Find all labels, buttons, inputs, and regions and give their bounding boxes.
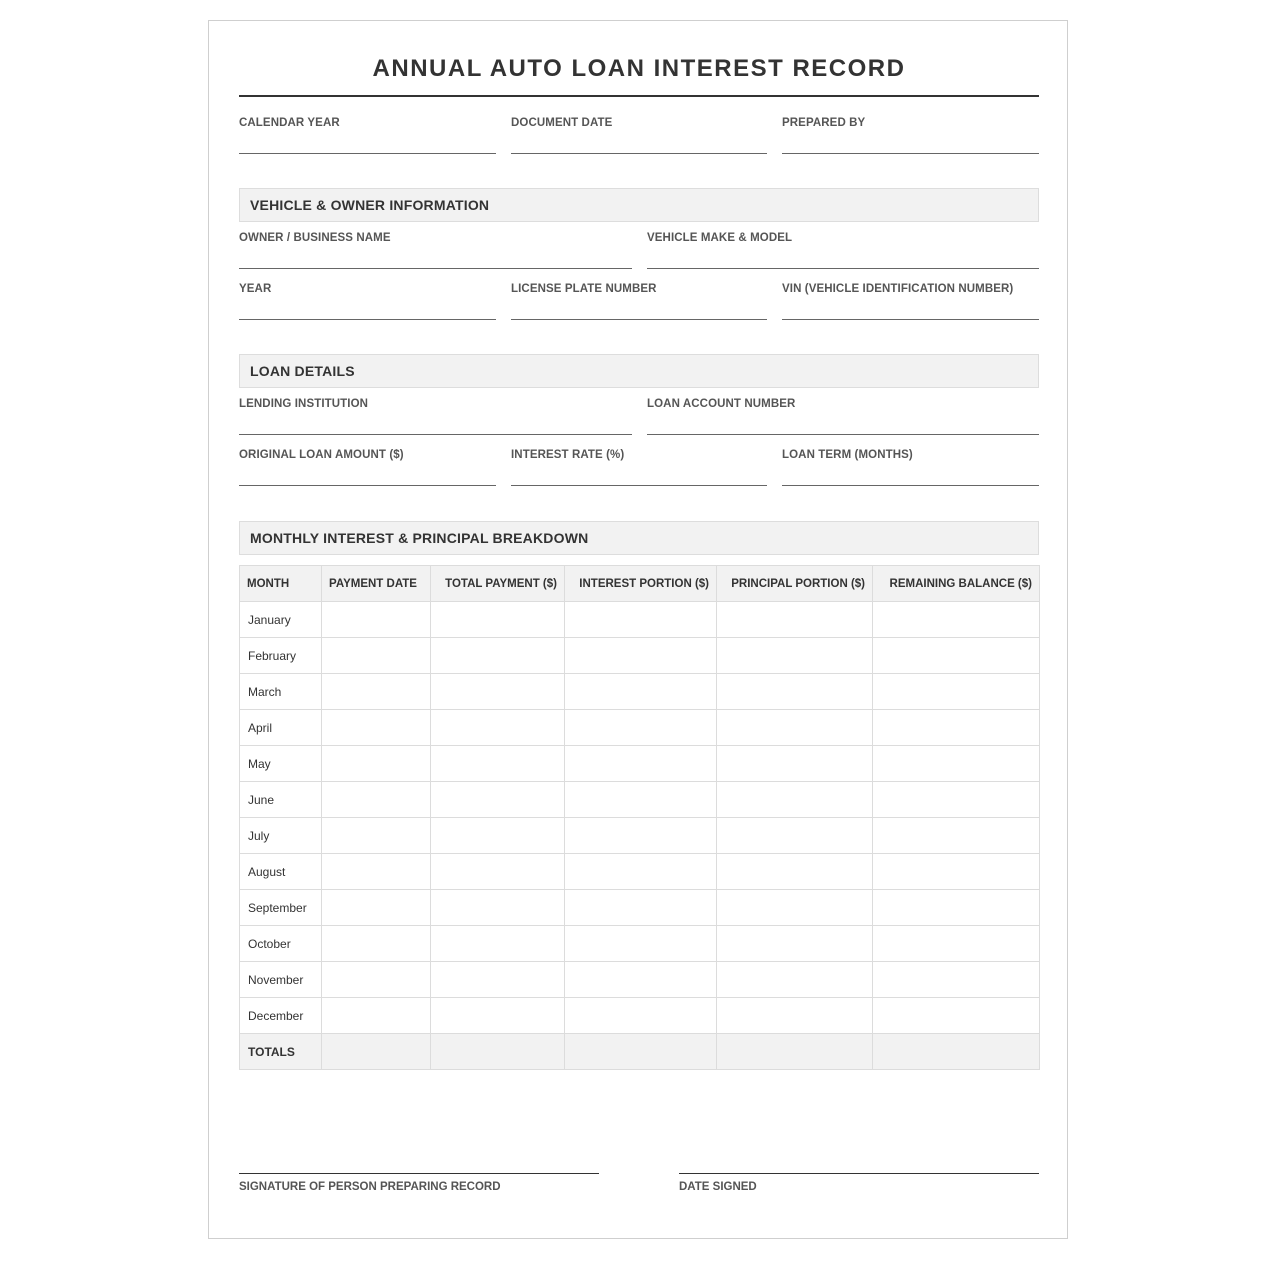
loan-term-field[interactable] [782,449,1039,489]
loan-details-section-title: LOAN DETAILS [250,363,355,379]
owner-name-label: OWNER / BUSINESS NAME [239,232,391,244]
make-model-field[interactable] [647,232,1039,272]
calendar-year-field[interactable] [239,117,496,157]
remaining-balance-cell[interactable] [873,602,1040,638]
table-row [240,818,1040,854]
original-amount-field[interactable] [239,449,496,489]
totals-label-cell: TOTALS [240,1034,322,1070]
principal-portion-cell[interactable] [717,782,873,818]
column-header-interest-portion: INTEREST PORTION ($) [565,566,717,602]
month-cell: March [240,674,322,710]
table-row [240,890,1040,926]
interest-portion-cell[interactable] [565,638,717,674]
loan-row-1 [239,398,1039,454]
breakdown-section-header [239,521,1039,555]
payment-date-cell[interactable] [322,890,431,926]
payment-date-cell[interactable] [322,782,431,818]
total-payment-cell[interactable] [431,638,565,674]
interest-portion-cell[interactable] [565,926,717,962]
vin-line[interactable] [782,319,1039,320]
preparer-signature-label: SIGNATURE OF PERSON PREPARING RECORD [239,1181,501,1193]
preparer-signature-line[interactable] [239,1173,599,1174]
remaining-balance-cell[interactable] [873,638,1040,674]
total-payment-cell[interactable] [431,926,565,962]
vehicle-row-1 [239,232,1039,288]
principal-portion-cell[interactable] [717,818,873,854]
license-plate-field[interactable] [511,283,767,323]
vehicle-owner-section-header [239,188,1039,222]
totals-principal-cell[interactable] [717,1034,873,1070]
interest-rate-label: INTEREST RATE (%) [511,449,625,461]
remaining-balance-cell[interactable] [873,710,1040,746]
title-divider [239,95,1039,97]
principal-portion-cell[interactable] [717,746,873,782]
preparer-signature-block[interactable] [239,1173,599,1193]
vehicle-year-field[interactable] [239,283,496,323]
principal-portion-cell[interactable] [717,854,873,890]
lending-institution-field[interactable] [239,398,632,438]
loan-account-label: LOAN ACCOUNT NUMBER [647,398,796,410]
total-payment-cell[interactable] [431,818,565,854]
interest-portion-cell[interactable] [565,998,717,1034]
table-row [240,782,1040,818]
table-row [240,746,1040,782]
table-row [240,638,1040,674]
original-amount-label: ORIGINAL LOAN AMOUNT ($) [239,449,404,461]
payment-date-cell[interactable] [322,926,431,962]
column-header-month: MONTH [240,566,322,602]
payment-date-cell[interactable] [322,818,431,854]
table-row [240,962,1040,998]
remaining-balance-cell[interactable] [873,782,1040,818]
table-row [240,602,1040,638]
interest-portion-cell[interactable] [565,818,717,854]
principal-portion-cell[interactable] [717,962,873,998]
table-body [240,602,1040,1070]
remaining-balance-cell[interactable] [873,998,1040,1034]
payment-date-cell[interactable] [322,638,431,674]
original-amount-line[interactable] [239,485,496,486]
interest-portion-cell[interactable] [565,710,717,746]
remaining-balance-cell[interactable] [873,674,1040,710]
make-model-label: VEHICLE MAKE & MODEL [647,232,793,244]
vin-field[interactable] [782,283,1039,323]
vehicle-year-label: YEAR [239,283,272,295]
header-fields-row [239,117,1039,173]
document-date-label: DOCUMENT DATE [511,117,613,129]
loan-term-label: LOAN TERM (MONTHS) [782,449,913,461]
loan-term-line[interactable] [782,485,1039,486]
principal-portion-cell[interactable] [717,926,873,962]
loan-row-2 [239,449,1039,505]
document-date-line[interactable] [511,153,767,154]
calendar-year-label: CALENDAR YEAR [239,117,340,129]
document-title: ANNUAL AUTO LOAN INTEREST RECORD [372,55,906,82]
date-signed-line[interactable] [679,1173,1039,1174]
totals-row [240,1034,1040,1070]
document-sheet [208,20,1068,1239]
payment-date-cell[interactable] [322,746,431,782]
month-cell: April [240,710,322,746]
interest-portion-cell[interactable] [565,674,717,710]
document-date-field[interactable] [511,117,767,157]
remaining-balance-cell[interactable] [873,890,1040,926]
license-plate-label: LICENSE PLATE NUMBER [511,283,657,295]
interest-rate-line[interactable] [511,485,767,486]
interest-portion-cell[interactable] [565,890,717,926]
vehicle-row-2 [239,283,1039,339]
month-cell: August [240,854,322,890]
table-row [240,926,1040,962]
prepared-by-line[interactable] [782,153,1039,154]
table-row [240,998,1040,1034]
payment-date-cell[interactable] [322,962,431,998]
make-model-line[interactable] [647,268,1039,269]
column-header-total-payment: TOTAL PAYMENT ($) [431,566,565,602]
monthly-breakdown-table [239,565,1040,1070]
prepared-by-field[interactable] [782,117,1039,157]
interest-portion-cell[interactable] [565,962,717,998]
table-header-row [240,566,1040,602]
column-header-principal-portion: PRINCIPAL PORTION ($) [717,566,873,602]
lending-institution-label: LENDING INSTITUTION [239,398,369,410]
principal-portion-cell[interactable] [717,638,873,674]
totals-interest-cell[interactable] [565,1034,717,1070]
prepared-by-label: PREPARED BY [782,117,866,129]
principal-portion-cell[interactable] [717,890,873,926]
remaining-balance-cell[interactable] [873,746,1040,782]
total-payment-cell[interactable] [431,890,565,926]
principal-portion-cell[interactable] [717,602,873,638]
owner-name-field[interactable] [239,232,632,272]
month-cell: September [240,890,322,926]
breakdown-section-title: MONTHLY INTEREST & PRINCIPAL BREAKDOWN [250,530,589,546]
payment-date-cell[interactable] [322,854,431,890]
total-payment-cell[interactable] [431,998,565,1034]
total-payment-cell[interactable] [431,782,565,818]
loan-account-line[interactable] [647,434,1039,435]
interest-rate-field[interactable] [511,449,767,489]
totals-total-payment-cell[interactable] [431,1034,565,1070]
totals-payment-date-cell[interactable] [322,1034,431,1070]
principal-portion-cell[interactable] [717,674,873,710]
total-payment-cell[interactable] [431,710,565,746]
total-payment-cell[interactable] [431,854,565,890]
interest-portion-cell[interactable] [565,746,717,782]
loan-account-field[interactable] [647,398,1039,438]
remaining-balance-cell[interactable] [873,926,1040,962]
month-cell: January [240,602,322,638]
table-row [240,674,1040,710]
payment-date-cell[interactable] [322,710,431,746]
principal-portion-cell[interactable] [717,998,873,1034]
date-signed-label: DATE SIGNED [679,1181,757,1193]
calendar-year-line[interactable] [239,153,496,154]
principal-portion-cell[interactable] [717,710,873,746]
total-payment-cell[interactable] [431,602,565,638]
payment-date-cell[interactable] [322,674,431,710]
month-cell: February [240,638,322,674]
remaining-balance-cell[interactable] [873,962,1040,998]
interest-portion-cell[interactable] [565,854,717,890]
totals-balance-cell[interactable] [873,1034,1040,1070]
total-payment-cell[interactable] [431,746,565,782]
remaining-balance-cell[interactable] [873,854,1040,890]
month-cell: May [240,746,322,782]
month-cell: November [240,962,322,998]
table-row [240,710,1040,746]
payment-date-cell[interactable] [322,602,431,638]
license-plate-line[interactable] [511,319,767,320]
month-cell: June [240,782,322,818]
month-cell: July [240,818,322,854]
lending-institution-line[interactable] [239,434,632,435]
column-header-remaining-balance: REMAINING BALANCE ($) [873,566,1040,602]
total-payment-cell[interactable] [431,674,565,710]
vin-label: VIN (VEHICLE IDENTIFICATION NUMBER) [782,283,1014,295]
remaining-balance-cell[interactable] [873,818,1040,854]
loan-details-section-header [239,354,1039,388]
column-header-payment-date: PAYMENT DATE [322,566,431,602]
date-signed-block[interactable] [679,1173,1039,1193]
vehicle-owner-section-title: VEHICLE & OWNER INFORMATION [250,197,490,213]
owner-name-line[interactable] [239,268,632,269]
month-cell: December [240,998,322,1034]
total-payment-cell[interactable] [431,962,565,998]
interest-portion-cell[interactable] [565,782,717,818]
vehicle-year-line[interactable] [239,319,496,320]
payment-date-cell[interactable] [322,998,431,1034]
interest-portion-cell[interactable] [565,602,717,638]
month-cell: October [240,926,322,962]
table-row [240,854,1040,890]
